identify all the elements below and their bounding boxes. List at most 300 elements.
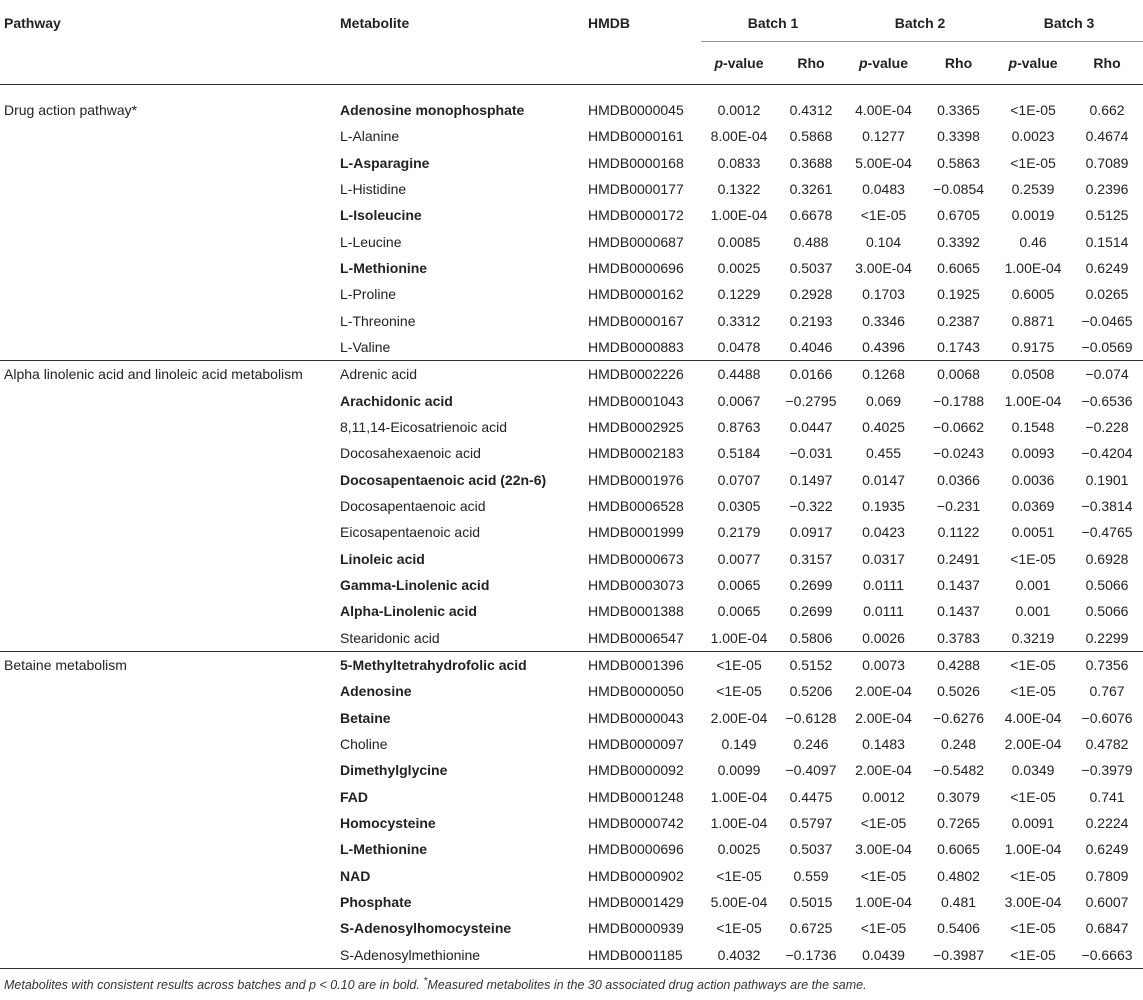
pathway-cell: [0, 202, 336, 228]
batch1-rho-cell: 0.5206: [789, 683, 833, 700]
metabolite-cell: Adenosine monophosphate: [340, 102, 525, 118]
batch2-rho-cell: 0.2387: [937, 312, 980, 329]
batch3-rho-cell: 0.4782: [1085, 736, 1129, 753]
batch1-rho-cell: 0.5037: [789, 259, 833, 276]
table-row: [0, 255, 1143, 281]
batch2-pvalue-cell: 0.1483: [862, 736, 905, 753]
batch1-pvalue-cell: 0.0478: [717, 338, 761, 355]
batch3-pvalue-cell: <1E-05: [995, 942, 1071, 969]
hmdb-cell: HMDB0000673: [588, 550, 684, 567]
table-row: [0, 546, 1143, 572]
pathway-cell: [0, 149, 336, 175]
table-row: [0, 202, 1143, 228]
batch2-pvalue-cell: 0.1268: [845, 361, 922, 388]
metabolite-cell: Phosphate: [340, 894, 412, 911]
batch3-pvalue-cell: 0.2539: [1011, 180, 1055, 197]
batch1-pvalue-cell: 0.8763: [717, 418, 761, 435]
header-pvalue-2: [845, 42, 922, 85]
batch1-pvalue-cell: 0.0065: [717, 577, 761, 594]
pathway-cell: [0, 440, 336, 466]
metabolite-cell: L-Threonine: [340, 312, 416, 329]
batch1-rho-cell: −0.4097: [785, 762, 837, 779]
batch2-rho-cell: 0.5026: [937, 683, 980, 700]
hmdb-cell: HMDB0000172: [588, 207, 684, 224]
metabolite-cell: L-Methionine: [340, 259, 428, 276]
pvalue-p: p: [859, 55, 868, 71]
header-pvalue-1: [701, 42, 777, 85]
batch3-pvalue-cell: 0.3219: [1011, 629, 1055, 646]
batch3-rho-cell: 0.5125: [1085, 207, 1129, 224]
header-pathway: Pathway: [4, 15, 61, 32]
pathway-cell: [0, 889, 336, 915]
hmdb-cell: HMDB0001999: [588, 524, 684, 541]
batch1-pvalue-cell: 0.0012: [717, 102, 761, 118]
batch3-pvalue-cell: 3.00E-04: [1004, 894, 1062, 911]
batch2-rho-cell: 0.6705: [937, 207, 980, 224]
batch1-rho-cell: 0.0447: [789, 418, 833, 435]
table-row: [0, 705, 1143, 731]
batch1-pvalue-cell: 2.00E-04: [710, 709, 768, 726]
batch2-rho-cell: 0.1437: [937, 603, 980, 620]
batch3-rho-cell: −0.074: [1071, 361, 1143, 388]
hmdb-cell: HMDB0001185: [584, 942, 701, 969]
batch1-rho-cell: 0.0166: [777, 361, 845, 388]
batch2-pvalue-cell: 0.0111: [863, 603, 904, 620]
batch1-pvalue-cell: 1.00E-04: [710, 629, 768, 646]
batch2-rho-cell: 0.0366: [937, 471, 980, 488]
batch2-rho-cell: 0.5406: [937, 920, 980, 937]
batch3-pvalue-cell: 0.9175: [1011, 338, 1055, 355]
batch2-rho-cell: −0.0243: [933, 445, 985, 462]
metabolite-cell: NAD: [340, 867, 371, 884]
pathway-cell: Alpha linolenic acid and linoleic acid metabolism: [0, 361, 336, 388]
batch3-rho-cell: −0.4765: [1081, 524, 1133, 541]
pathway-cell: [0, 836, 336, 862]
batch2-rho-cell: −0.6276: [933, 709, 985, 726]
batch3-rho-cell: 0.2396: [1085, 180, 1129, 197]
hmdb-cell: HMDB0000050: [588, 683, 684, 700]
table-row: [0, 519, 1143, 545]
metabolite-cell: Docosahexaenoic acid: [340, 445, 481, 462]
hmdb-cell: HMDB0000097: [588, 736, 684, 753]
batch2-pvalue-cell: 0.0073: [845, 651, 922, 678]
metabolite-cell: L-Alanine: [340, 128, 400, 145]
batch2-rho-cell: 0.0068: [922, 361, 995, 388]
hmdb-cell: HMDB0006528: [588, 497, 684, 514]
table-row: [0, 810, 1143, 836]
batch2-pvalue-cell: 0.0483: [862, 180, 905, 197]
pathway-cell: [0, 123, 336, 149]
batch1-rho-cell: 0.246: [793, 736, 829, 753]
table-row: [0, 863, 1143, 889]
header-pvalue-3: [995, 42, 1071, 85]
batch1-pvalue-cell: 0.0067: [717, 392, 761, 409]
batch1-rho-cell: 0.4475: [789, 788, 833, 805]
batch3-pvalue-cell: 0.0093: [1011, 445, 1055, 462]
hmdb-cell: HMDB0000168: [588, 154, 684, 171]
batch2-rho-cell: −0.231: [936, 497, 981, 514]
batch2-pvalue-cell: 2.00E-04: [855, 683, 912, 700]
table-row: [0, 889, 1143, 915]
batch1-pvalue-cell: 0.4488: [701, 361, 777, 388]
metabolite-cell: Adrenic acid: [336, 361, 584, 388]
metabolite-cell: L-Leucine: [340, 233, 402, 250]
batch3-pvalue-cell: 2.00E-04: [1004, 736, 1062, 753]
batch3-pvalue-cell: 0.0508: [995, 361, 1071, 388]
header-rho-3: Rho: [1071, 42, 1143, 85]
hmdb-cell: HMDB0000902: [588, 867, 684, 884]
batch1-pvalue-cell: 0.0833: [717, 154, 761, 171]
batch2-rho-cell: 0.3365: [937, 102, 980, 118]
batch2-pvalue-cell: 0.455: [865, 445, 902, 462]
batch3-rho-cell: −0.6536: [1081, 392, 1133, 409]
batch2-rho-cell: 0.6065: [937, 841, 980, 858]
batch1-rho-cell: 0.2928: [789, 286, 833, 303]
hmdb-cell: HMDB0000162: [588, 286, 684, 303]
metabolite-cell: S-Adenosylhomocysteine: [340, 920, 512, 937]
batch1-rho-cell: 0.5806: [789, 629, 833, 646]
batch3-pvalue-cell: 4.00E-04: [1004, 709, 1062, 726]
batch1-rho-cell: 0.2193: [789, 312, 833, 329]
pathway-cell: [0, 546, 336, 572]
hmdb-cell: HMDB0000883: [588, 338, 684, 355]
metabolite-cell: FAD: [340, 788, 368, 805]
batch1-rho-cell: 0.6678: [789, 207, 833, 224]
pathway-cell: [0, 942, 336, 969]
batch2-pvalue-cell: 0.3346: [862, 312, 905, 329]
pathway-cell: [0, 228, 336, 254]
hmdb-cell: HMDB0001976: [588, 471, 684, 488]
pathway-cell: [0, 810, 336, 836]
batch2-pvalue-cell: <1E-05: [860, 815, 907, 832]
metabolite-cell: Alpha-Linolenic acid: [340, 603, 477, 620]
metabolite-cell: Linoleic acid: [340, 550, 425, 567]
batch3-rho-cell: 0.7089: [1085, 154, 1129, 171]
batch3-rho-cell: 0.7809: [1085, 867, 1129, 884]
pathway-cell: [0, 863, 336, 889]
batch3-pvalue-cell: <1E-05: [1010, 154, 1056, 171]
pvalue-p: p: [714, 55, 724, 71]
batch3-pvalue-cell: 1.00E-04: [1004, 392, 1062, 409]
header-batch-2: Batch 2: [845, 5, 995, 42]
metabolite-cell: Choline: [340, 736, 388, 753]
batch1-pvalue-cell: <1E-05: [716, 920, 762, 937]
batch1-rho-cell: 0.488: [793, 233, 829, 250]
table-row: [0, 228, 1143, 254]
batch3-rho-cell: −0.0465: [1081, 312, 1133, 329]
metabolite-cell: Eicosapentaenoic acid: [340, 524, 481, 541]
batch1-pvalue-cell: 0.0099: [717, 762, 761, 779]
metabolite-cell: Docosapentaenoic acid: [340, 497, 486, 514]
pvalue-p: p: [1008, 55, 1018, 71]
table-row: [0, 466, 1143, 492]
batch3-rho-cell: 0.2299: [1085, 629, 1129, 646]
batch1-pvalue-cell: 0.0305: [717, 497, 761, 514]
batch1-pvalue-cell: <1E-05: [701, 651, 777, 678]
pathway-cell: [0, 705, 336, 731]
batch2-pvalue-cell: 3.00E-04: [855, 841, 912, 858]
batch2-rho-cell: 0.248: [941, 736, 977, 753]
batch3-pvalue-cell: 0.001: [1015, 603, 1051, 620]
pathway-cell: [0, 625, 336, 652]
metabolite-cell: L-Valine: [340, 338, 391, 355]
metabolite-cell: Docosapentaenoic acid (22n-6): [340, 471, 547, 488]
hmdb-cell: HMDB0006547: [588, 629, 684, 646]
batch1-rho-cell: 0.1497: [789, 471, 833, 488]
pathway-cell: [0, 572, 336, 598]
batch3-pvalue-cell: 0.46: [1019, 233, 1047, 250]
batch3-rho-cell: 0.6007: [1085, 894, 1129, 911]
batch3-pvalue-cell: 0.1548: [1011, 418, 1055, 435]
batch1-rho-cell: −0.6128: [785, 709, 837, 726]
batch1-rho-cell: 0.3261: [789, 180, 833, 197]
batch2-rho-cell: 0.3783: [937, 629, 980, 646]
table-row: [0, 784, 1143, 810]
batch3-rho-cell: −0.4204: [1081, 445, 1133, 462]
batch2-pvalue-cell: 0.4396: [862, 338, 905, 355]
batch3-pvalue-cell: 0.001: [1015, 577, 1051, 594]
pathway-cell: Betaine metabolism: [0, 651, 336, 678]
batch3-rho-cell: 0.6847: [1085, 920, 1129, 937]
hmdb-cell: HMDB0000043: [588, 709, 684, 726]
table-row: [0, 493, 1143, 519]
batch1-rho-cell: 0.2699: [789, 603, 833, 620]
batch3-pvalue-cell: <1E-05: [995, 651, 1071, 678]
footnote-mark: *: [423, 976, 428, 987]
hmdb-cell: HMDB0000742: [588, 815, 684, 832]
batch1-rho-cell: 0.3157: [789, 550, 833, 567]
batch1-rho-cell: 0.3688: [789, 154, 833, 171]
batch3-pvalue-cell: 0.0051: [1011, 524, 1055, 541]
batch1-pvalue-cell: 1.00E-04: [710, 207, 768, 224]
table-row: [0, 598, 1143, 624]
header-metabolite: Metabolite: [340, 15, 410, 32]
batch3-pvalue-cell: 0.8871: [1011, 312, 1055, 329]
pathway-cell: [0, 281, 336, 307]
batch3-pvalue-cell: 0.0023: [1011, 128, 1055, 145]
batch2-pvalue-cell: 0.0147: [862, 471, 905, 488]
batch3-rho-cell: 0.0265: [1085, 286, 1129, 303]
hmdb-cell: HMDB0001043: [588, 392, 684, 409]
header-batch-3: Batch 3: [995, 5, 1143, 42]
batch3-rho-cell: 0.767: [1089, 683, 1125, 700]
batch2-rho-cell: 0.5863: [937, 154, 980, 171]
batch3-pvalue-cell: <1E-05: [1010, 550, 1056, 567]
batch2-rho-cell: 0.6065: [937, 259, 980, 276]
metabolite-table: [0, 5, 1143, 969]
pathway-cell: [0, 598, 336, 624]
hmdb-cell: HMDB0001396: [584, 651, 701, 678]
batch2-pvalue-cell: 2.00E-04: [855, 762, 912, 779]
batch2-rho-cell: 0.3398: [937, 128, 980, 145]
batch2-pvalue-cell: 5.00E-04: [855, 154, 912, 171]
table-body: [0, 85, 1143, 969]
batch1-pvalue-cell: 0.0025: [717, 259, 761, 276]
batch2-pvalue-cell: 0.0026: [862, 629, 905, 646]
table-footnote: [4, 976, 867, 992]
batch3-rho-cell: −0.6663: [1071, 942, 1143, 969]
table-row: [0, 440, 1143, 466]
hmdb-cell: HMDB0000696: [588, 841, 684, 858]
table-row: [0, 361, 1143, 388]
batch2-pvalue-cell: 3.00E-04: [855, 259, 912, 276]
batch2-pvalue-cell: <1E-05: [860, 207, 907, 224]
batch3-rho-cell: 0.4674: [1085, 128, 1129, 145]
pathway-cell: [0, 387, 336, 413]
hmdb-cell: HMDB0000045: [588, 102, 684, 118]
table-row: [0, 149, 1143, 175]
batch1-rho-cell: −0.1736: [777, 942, 845, 969]
table-row: [0, 281, 1143, 307]
hmdb-cell: HMDB0002925: [588, 418, 684, 435]
metabolite-cell: Homocysteine: [340, 815, 436, 832]
batch1-pvalue-cell: 1.00E-04: [710, 788, 768, 805]
batch2-pvalue-cell: 0.4025: [862, 418, 905, 435]
metabolite-cell: Adenosine: [340, 683, 412, 700]
pathway-cell: Drug action pathway*: [4, 102, 138, 118]
hmdb-cell: HMDB0002183: [588, 445, 684, 462]
table-row: [0, 414, 1143, 440]
batch3-pvalue-cell: 0.0369: [1011, 497, 1055, 514]
batch2-rho-cell: 0.1743: [937, 338, 980, 355]
batch3-pvalue-cell: <1E-05: [1010, 867, 1056, 884]
batch3-rho-cell: 0.662: [1089, 102, 1125, 118]
batch3-pvalue-cell: 1.00E-04: [1004, 259, 1062, 276]
metabolite-cell: S-Adenosylmethionine: [336, 942, 584, 969]
batch1-pvalue-cell: <1E-05: [716, 867, 762, 884]
pathway-cell: [0, 519, 336, 545]
batch2-rho-cell: −0.0854: [933, 180, 985, 197]
batch2-rho-cell: 0.3392: [937, 233, 980, 250]
batch2-rho-cell: 0.1122: [937, 524, 980, 541]
batch2-pvalue-cell: 1.00E-04: [855, 894, 912, 911]
batch3-rho-cell: 0.1514: [1085, 233, 1129, 250]
table-row: [0, 85, 1143, 124]
footnote-text: Metabolites with consistent results across batches and p < 0.10 are in bold.: [4, 978, 420, 993]
batch3-pvalue-cell: 1.00E-04: [1004, 841, 1062, 858]
batch1-pvalue-cell: 0.2179: [717, 524, 761, 541]
footnote-note: Measured metabolites in the 30 associated drug action pathways are the same.: [427, 978, 867, 993]
metabolite-cell: Dimethylglycine: [340, 762, 448, 779]
batch3-pvalue-cell: <1E-05: [1010, 683, 1056, 700]
batch2-rho-cell: 0.481: [941, 894, 977, 911]
batch2-rho-cell: −0.1788: [933, 392, 985, 409]
batch1-pvalue-cell: 0.0065: [717, 603, 761, 620]
batch1-rho-cell: −0.322: [789, 497, 833, 514]
batch3-pvalue-cell: 0.0091: [1011, 815, 1055, 832]
batch1-pvalue-cell: 0.0077: [717, 550, 761, 567]
batch1-pvalue-cell: 0.149: [721, 736, 757, 753]
batch2-rho-cell: −0.0662: [933, 418, 985, 435]
pathway-cell: [0, 784, 336, 810]
batch1-pvalue-cell: 1.00E-04: [710, 815, 768, 832]
batch2-rho-cell: 0.4802: [937, 867, 980, 884]
header-rho-2: Rho: [922, 42, 995, 85]
table-row: [0, 123, 1143, 149]
hmdb-cell: HMDB0000177: [588, 180, 684, 197]
batch3-rho-cell: 0.6249: [1085, 841, 1129, 858]
batch1-pvalue-cell: 0.0025: [717, 841, 761, 858]
batch3-pvalue-cell: 0.6005: [1011, 286, 1055, 303]
table-row: [0, 651, 1143, 678]
batch1-rho-cell: −0.2795: [785, 392, 837, 409]
pathway-cell: [0, 176, 336, 202]
batch2-rho-cell: 0.1925: [937, 286, 980, 303]
batch1-rho-cell: 0.5037: [789, 841, 833, 858]
metabolite-cell: L-Asparagine: [340, 154, 430, 171]
header-hmdb: HMDB: [588, 15, 630, 32]
batch3-pvalue-cell: <1E-05: [1010, 920, 1056, 937]
batch2-pvalue-cell: 0.104: [865, 233, 902, 250]
batch1-pvalue-cell: 0.0707: [717, 471, 761, 488]
metabolite-cell: Arachidonic acid: [340, 392, 453, 409]
pathway-cell: [0, 678, 336, 704]
batch1-rho-cell: 0.0917: [789, 524, 833, 541]
hmdb-cell: HMDB0000161: [588, 128, 684, 145]
hmdb-cell: HMDB0001429: [588, 894, 684, 911]
table-row: [0, 572, 1143, 598]
hmdb-cell: HMDB0002226: [584, 361, 701, 388]
table-row: [0, 678, 1143, 704]
pathway-cell: [0, 493, 336, 519]
batch3-rho-cell: −0.3979: [1081, 762, 1133, 779]
batch2-pvalue-cell: <1E-05: [860, 920, 907, 937]
batch2-rho-cell: −0.3987: [922, 942, 995, 969]
header-rho-1: Rho: [777, 42, 845, 85]
metabolite-cell: Gamma-Linolenic acid: [340, 577, 490, 594]
batch2-pvalue-cell: <1E-05: [860, 867, 907, 884]
batch3-rho-cell: 0.741: [1089, 788, 1125, 805]
batch1-rho-cell: 0.5152: [777, 651, 845, 678]
batch2-pvalue-cell: 0.1703: [862, 286, 905, 303]
batch2-pvalue-cell: 0.0423: [862, 524, 905, 541]
batch2-rho-cell: 0.4288: [922, 651, 995, 678]
pvalue-suffix: -value: [867, 55, 909, 71]
header-batch-1: Batch 1: [701, 5, 845, 42]
metabolite-cell: Stearidonic acid: [340, 629, 440, 646]
batch3-rho-cell: −0.6076: [1081, 709, 1133, 726]
batch3-rho-cell: −0.3814: [1081, 497, 1133, 514]
table-row: [0, 625, 1143, 652]
metabolite-cell: 5-Methyltetrahydrofolic acid: [336, 651, 584, 678]
pvalue-suffix: -value: [723, 55, 764, 71]
batch1-pvalue-cell: 0.1322: [717, 180, 761, 197]
batch1-rho-cell: 0.6725: [789, 920, 833, 937]
batch2-rho-cell: 0.3079: [937, 788, 980, 805]
pathway-cell: [0, 414, 336, 440]
batch3-rho-cell: 0.5066: [1085, 603, 1129, 620]
table-row: [0, 757, 1143, 783]
table-row: [0, 915, 1143, 941]
pathway-cell: [0, 334, 336, 361]
batch1-pvalue-cell: <1E-05: [716, 683, 762, 700]
batch1-rho-cell: −0.031: [789, 445, 833, 462]
table-row: [0, 334, 1143, 361]
pathway-cell: [0, 915, 336, 941]
batch2-pvalue-cell: 0.0317: [862, 550, 905, 567]
batch3-rho-cell: −0.0569: [1081, 338, 1133, 355]
batch1-rho-cell: 0.5868: [789, 128, 833, 145]
table-row: [0, 387, 1143, 413]
batch2-pvalue-cell: 4.00E-04: [855, 102, 912, 118]
batch1-rho-cell: 0.4312: [789, 102, 833, 118]
metabolite-cell: Betaine: [340, 709, 391, 726]
table-row: [0, 942, 1143, 969]
header-blank: [0, 42, 336, 85]
batch3-pvalue-cell: <1E-05: [1010, 102, 1056, 118]
hmdb-cell: HMDB0001388: [588, 603, 684, 620]
batch1-pvalue-cell: 0.5184: [717, 445, 761, 462]
